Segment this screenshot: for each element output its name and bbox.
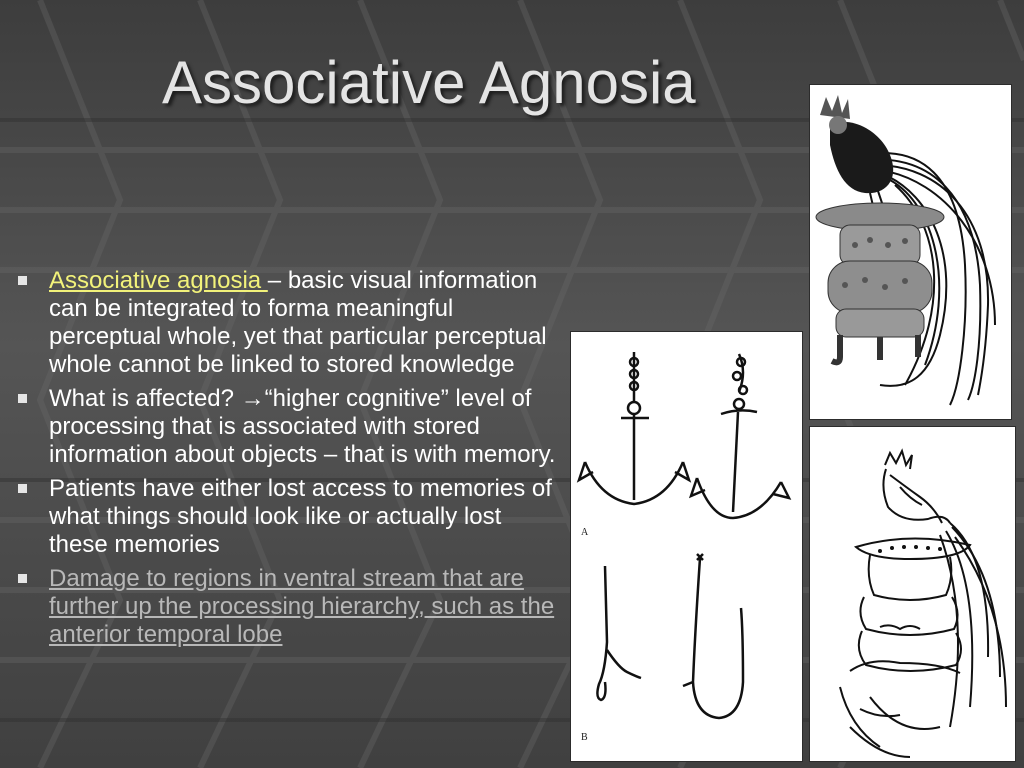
bullet-item [18,475,558,559]
rooster-original-image [809,84,1012,420]
figure-label-b: B [581,732,588,743]
figure-label-a: A [581,527,589,538]
bullet-item [18,385,558,469]
associative-agnosia-link[interactable]: Associative agnosia [49,267,268,294]
rooster-copy-drawing-image [809,426,1016,762]
bullet-item [18,267,558,379]
arrow-right-icon: → [240,385,265,412]
anchor-drawings-image [570,331,803,762]
bullet-text: What is affected? [49,385,241,412]
bullet-item [18,565,558,649]
bullet-text: “higher cognitive” level of processing that is associated with stored information about objects – that is with memory. [49,385,556,468]
bullet-text: – basic visual information can be integrated to forma meaningful perceptual whole, yet that particular perceptual whole cannot be linked to stored knowledge [49,267,547,378]
anchor-drawings [571,332,802,761]
bullet-text: Patients have either lost access to memories of what things should look like or actually lost these memories [49,475,552,558]
ventral-stream-link[interactable]: Damage to regions in ventral stream that are further up the processing hierarchy, such as the anterior temporal lobe [49,565,555,648]
bullet-list [18,267,558,655]
rooster-copy-drawing [810,427,1015,761]
rooster-drawing [810,85,1011,419]
slide-title: Associative Agnosia [162,49,696,116]
